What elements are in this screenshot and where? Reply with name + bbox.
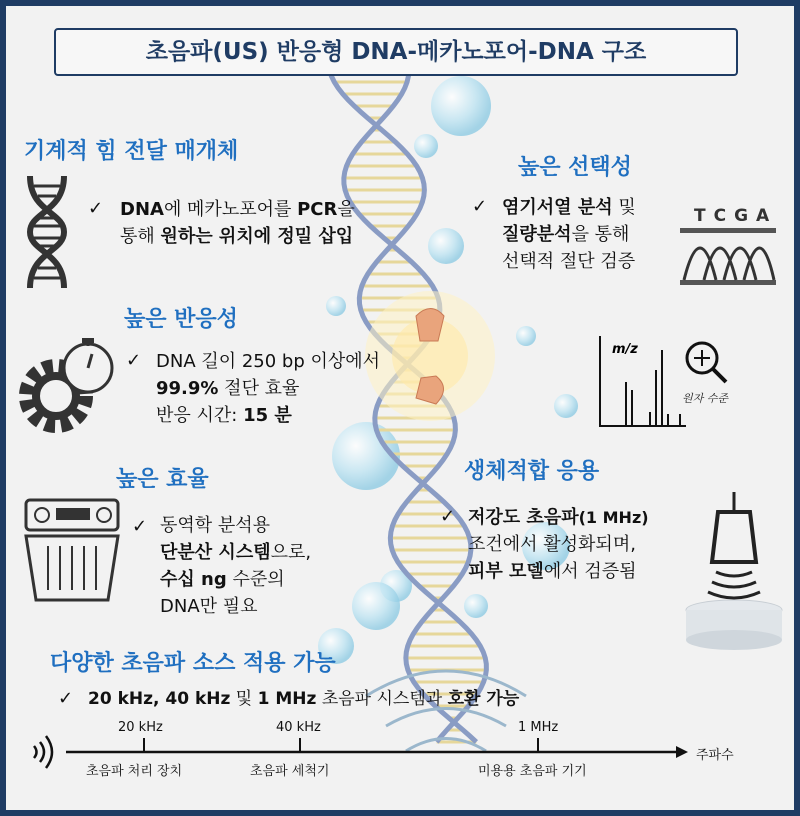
text-bold: (1 MHz) bbox=[578, 508, 649, 527]
text: 에 메카노포어를 bbox=[163, 199, 298, 220]
check-icon: ✓ bbox=[88, 198, 104, 219]
text-bold: 수십 ng bbox=[160, 569, 227, 590]
text: 으로, bbox=[270, 542, 312, 563]
heading-biocompat: 생체적합 응용 bbox=[464, 459, 600, 484]
text-bold: 저강도 초음파 bbox=[468, 507, 579, 528]
check-icon: ✓ bbox=[58, 688, 74, 709]
text: 을 bbox=[337, 199, 355, 220]
axis-arrow-icon bbox=[676, 746, 688, 758]
text: 절단 효율 bbox=[218, 378, 300, 399]
heading-selectivity: 높은 선택성 bbox=[518, 155, 632, 180]
heading-mechanical: 기계적 힘 전달 매개체 bbox=[24, 139, 239, 164]
atomic-level-label: 원자 수준 bbox=[682, 392, 729, 405]
text: DNA 길이 250 bp 이상에서 bbox=[156, 351, 381, 372]
text: DNA만 필요 bbox=[160, 596, 258, 617]
text: 에서 검증됨 bbox=[543, 561, 637, 582]
mechanical-text bbox=[120, 196, 355, 250]
biocompat-text bbox=[468, 504, 649, 585]
text: 및 bbox=[230, 689, 258, 709]
text-bold: PCR bbox=[297, 199, 338, 220]
mz-label: m/z bbox=[612, 342, 638, 357]
check-icon: ✓ bbox=[126, 350, 142, 371]
text: 동역학 분석용 bbox=[160, 515, 271, 536]
title-box bbox=[54, 28, 738, 76]
bubble bbox=[431, 76, 491, 136]
ultrasound-probe-icon bbox=[678, 492, 788, 652]
text-bold: 15 분 bbox=[243, 405, 292, 426]
heading-efficiency: 높은 효율 bbox=[116, 467, 209, 492]
magnifier-icon bbox=[682, 338, 732, 388]
text: 및 bbox=[612, 197, 636, 218]
text: 통해 bbox=[120, 226, 161, 247]
text: 선택적 절단 검증 bbox=[502, 251, 636, 272]
bubble bbox=[554, 394, 578, 418]
bubble bbox=[414, 134, 438, 158]
heading-sources: 다양한 초음파 소스 적용 가능 bbox=[50, 651, 336, 676]
lab-instrument-icon bbox=[22, 496, 122, 606]
text-bold: 20 kHz, 40 kHz bbox=[88, 689, 231, 709]
bubble bbox=[352, 582, 400, 630]
selectivity-text bbox=[502, 194, 636, 275]
text-bold: 호환 가능 bbox=[447, 689, 520, 709]
sound-wave-icon bbox=[34, 736, 52, 768]
text-bold: 염기서열 분석 bbox=[502, 197, 613, 218]
text-bold: 원하는 위치에 정밀 삽입 bbox=[160, 226, 354, 247]
page-title: 초음파(US) 반응형 DNA-메카노포어-DNA 구조 bbox=[145, 39, 647, 65]
sequencing-icon bbox=[678, 226, 778, 288]
dna-helix-icon bbox=[22, 172, 72, 292]
device-label: 초음파 처리 장치 bbox=[86, 764, 183, 779]
text-bold: 99.9% bbox=[156, 378, 219, 399]
text: 을 통해 bbox=[571, 224, 630, 245]
text: 반응 시간: bbox=[156, 405, 244, 426]
text-bold: 단분산 시스템 bbox=[160, 542, 271, 563]
check-icon: ✓ bbox=[440, 506, 456, 527]
text-bold: 1 MHz bbox=[257, 689, 317, 709]
check-icon: ✓ bbox=[132, 516, 148, 537]
device-label: 초음파 세척기 bbox=[250, 764, 330, 779]
check-icon: ✓ bbox=[472, 196, 488, 217]
reactivity-text bbox=[156, 348, 380, 429]
axis-title: 주파수 bbox=[696, 748, 734, 763]
bubble bbox=[428, 228, 464, 264]
sources-text bbox=[88, 686, 519, 713]
device-label: 미용용 초음파 기기 bbox=[478, 764, 587, 779]
text: 조건에서 활성화되며, bbox=[468, 534, 636, 555]
text: 초음파 시스템과 bbox=[316, 689, 448, 709]
efficiency-text bbox=[160, 512, 311, 620]
text-bold: 피부 모델 bbox=[468, 561, 544, 582]
bubble bbox=[326, 296, 346, 316]
text: 수준의 bbox=[226, 569, 285, 590]
text-bold: 질량분석 bbox=[502, 224, 572, 245]
text-bold: DNA bbox=[120, 199, 164, 220]
tick-label: 40 kHz bbox=[276, 720, 321, 735]
gear-stopwatch-icon bbox=[18, 334, 118, 434]
bubble bbox=[516, 326, 536, 346]
heading-reactivity: 높은 반응성 bbox=[124, 307, 238, 332]
bubble bbox=[464, 594, 488, 618]
tcga-label: TCGA bbox=[694, 206, 778, 226]
tick-label: 20 kHz bbox=[118, 720, 163, 735]
tick-label: 1 MHz bbox=[518, 720, 559, 735]
